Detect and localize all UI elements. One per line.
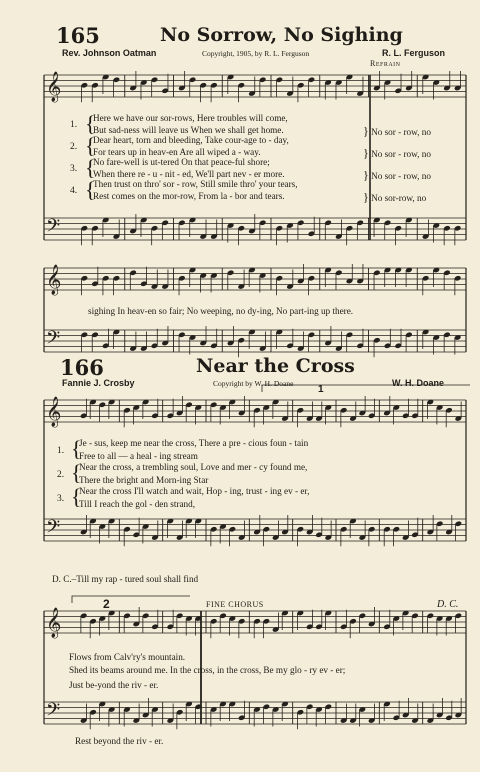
- hymn-166-copyright: Copyright by W. H. Doane: [213, 379, 294, 388]
- hymn-166-verse-3-line-1: Near the cross I'll watch and wait, Hop - ing, trust - ing ev - er,: [79, 486, 310, 496]
- bass-clef-icon: 𝄢: [46, 328, 61, 353]
- verse-brace: {: [71, 484, 82, 509]
- hymn-165-verse-3-number: 3.: [70, 164, 78, 174]
- treble-clef-icon: 𝄞: [46, 265, 62, 295]
- dc-label: D. C.: [437, 599, 459, 610]
- hymn-166-composer: W. H. Doane: [392, 378, 445, 388]
- hymn-165-verse-4-number: 4.: [70, 186, 78, 196]
- hymn-165-title: No Sorrow, No Sighing: [160, 24, 403, 46]
- second-ending-bracket: [72, 596, 190, 603]
- refrain-text: No sor - row, no: [371, 127, 431, 137]
- hymn-165-verse-3-line-1: No fare-well is ut-tered On that peace-ful shore;: [93, 157, 270, 167]
- hymn-166-author: Fannie J. Crosby: [62, 378, 135, 388]
- treble-clef-icon: 𝄞: [46, 608, 62, 638]
- hymn-165-verse-2-refrain: [363, 147, 431, 159]
- hymn-165-author: Rev. Johnson Oatman: [62, 48, 157, 58]
- second-ending-number: 2: [103, 597, 110, 611]
- hymn-166-verse-1-number: 1.: [57, 446, 65, 456]
- hymn-165-verse-4-line-2: Rest comes on the mor-row, From la - bor and tears.: [93, 191, 285, 201]
- hymn-165-verse-1-refrain: [363, 125, 431, 137]
- verse-brace: }: [363, 190, 369, 204]
- refrain-text: No sor - row, no: [371, 149, 431, 159]
- verse-brace: {: [71, 436, 82, 461]
- treble-clef-icon: 𝄞: [46, 397, 62, 427]
- hymn-165-copyright: Copyright, 1905, by R. L. Ferguson: [202, 49, 310, 58]
- fine-chorus-label: FINE CHORUS: [206, 600, 264, 609]
- hymn-166-dc-line: D. C.–Till my rap - tured soul shall find: [52, 574, 199, 584]
- hymn-165-line-2-lyric: sighing In heav-en so fair; No weeping, no dy-ing, No part-ing up there.: [88, 306, 354, 316]
- first-ending-number: 1: [318, 384, 324, 395]
- hymn-166-verse-2-line-1: Near the cross, a trembling soul, Love and mer - cy found me,: [79, 462, 308, 472]
- hymn-165-verse-2-line-1: Dear heart, torn and bleeding, Take cour-age to - day,: [93, 135, 289, 145]
- hymn-165-verse-3-line-2: When there re - u - nit - ed, We'll part nev - er more.: [93, 169, 285, 179]
- hymn-165-verse-4-refrain: [363, 191, 426, 203]
- hymn-165-verse-1-line-2: But sad-ness will leave us When we shall get home.: [93, 125, 284, 135]
- bass-clef-icon: 𝄢: [46, 700, 61, 725]
- hymn-165-verse-2-number: 2.: [70, 142, 78, 152]
- hymn-166-chorus-line-3: Just be-yond the riv - er.: [69, 680, 159, 690]
- verse-brace: }: [363, 146, 369, 160]
- verse-brace: {: [85, 111, 96, 136]
- hymn-165-composer: R. L. Ferguson: [382, 48, 445, 58]
- verse-brace: {: [71, 460, 82, 485]
- hymn-165-number: 165: [56, 23, 100, 48]
- hymn-165-verse-1-number: 1.: [70, 120, 78, 130]
- verse-brace: {: [85, 177, 96, 202]
- hymn-166-verse-1-line-1: Je - sus, keep me near the cross, There a pre - cious foun - tain: [79, 438, 309, 448]
- bass-clef-icon: 𝄢: [46, 517, 61, 542]
- hymn-166-number: 166: [60, 355, 104, 380]
- refrain-text: No sor - row, no: [371, 171, 431, 181]
- refrain-text: No sor-row, no: [371, 193, 427, 203]
- hymn-165-verse-4-line-1: Then trust on thro' sor - row, Still smile thro' your tears,: [93, 179, 298, 189]
- verse-brace: {: [85, 155, 96, 180]
- bass-clef-icon: 𝄢: [46, 216, 61, 241]
- hymn-166-chorus-line-2: Shed its beams around me. In the cross, in the cross, Be my glo - ry ev - er;: [69, 665, 346, 675]
- hymn-166-chorus-line-1: Flows from Calv'ry's mountain.: [69, 652, 186, 662]
- hymn-165-verse-1-line-1: Here we have our sor-rows, Here troubles will come,: [93, 113, 288, 123]
- hymn-166-rest-line: Rest beyond the riv - er.: [75, 736, 164, 746]
- hymn-166-verse-2-line-2: There the bright and Morn-ing Star: [79, 475, 209, 485]
- treble-clef-icon: 𝄞: [46, 72, 62, 102]
- hymn-165-verse-2-line-2: For tears up in heav-en Are all wiped a - way.: [93, 147, 261, 157]
- verse-brace: }: [363, 168, 369, 182]
- hymn-166-verse-3-line-2: Till I reach the gol - den strand,: [79, 499, 196, 509]
- verse-brace: {: [85, 133, 96, 158]
- hymn-166-title: Near the Cross: [196, 355, 355, 377]
- verse-brace: }: [363, 124, 369, 138]
- hymn-166-verse-2-number: 2.: [57, 470, 65, 480]
- hymn-165-verse-3-refrain: [363, 169, 431, 181]
- hymn-166-verse-3-number: 3.: [57, 494, 65, 504]
- hymn-166-verse-1-line-2: Free to all — a heal - ing stream: [79, 451, 198, 461]
- hymn-165-refrain-label: Refrain: [370, 59, 401, 68]
